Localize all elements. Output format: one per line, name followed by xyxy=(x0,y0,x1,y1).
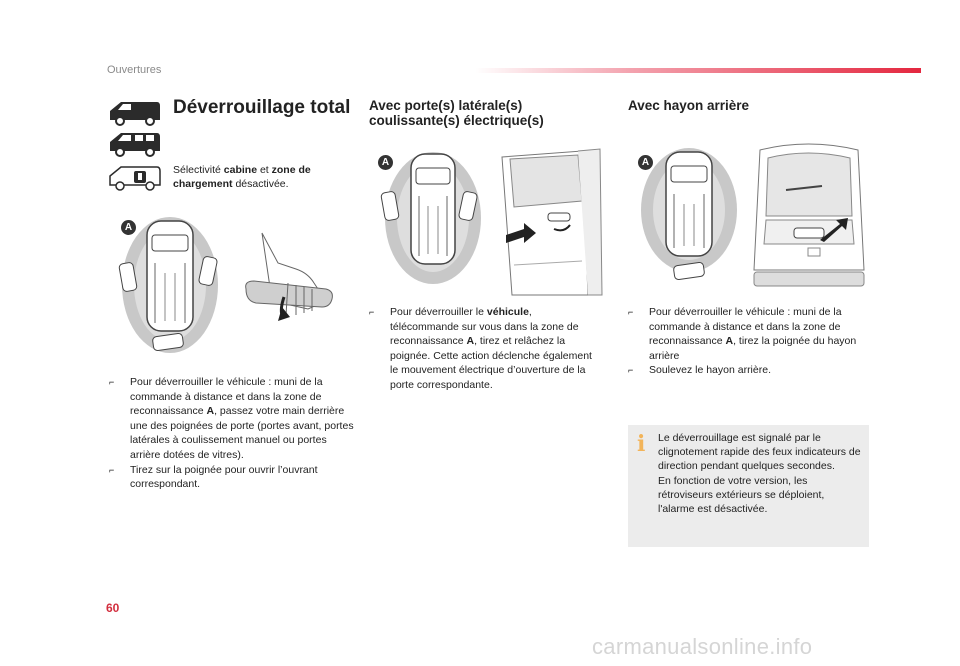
van-icon-load-zone xyxy=(107,164,162,191)
left-bullet-1-text: Pour déverrouiller le véhicule : muni de la commande à distance et dans la zone de reconnaissance xyxy=(130,376,323,418)
right-bullet-1-text: Pour déverrouiller le véhicule : muni de la commande à distance et dans la zone de reconnaissance xyxy=(649,306,842,348)
middle-bullet-1-mid: , télécommande sur vous dans la zone de reconnaissance xyxy=(390,306,579,348)
left-bullet-1-end: , passez votre main derrière une des poignées de porte (portes avant, portes latérales à coulissement manuel ou portes arrière dotées de vitres). xyxy=(130,405,354,461)
middle-bullet-1-end: , tirez et relâchez la poignée. Cette action déclenche également le mouvement électrique d’ouverture de la porte correspondante. xyxy=(390,335,592,391)
recognition-zone-diagram-left xyxy=(115,213,225,363)
info-text xyxy=(658,431,863,516)
watermark-text: carmanualsonline.info xyxy=(592,634,813,659)
tailgate-illustration xyxy=(750,140,868,290)
selectivity-prefix: Sélectivité xyxy=(173,164,224,176)
right-bullet-1 xyxy=(628,305,864,363)
selectivity-zone: zone de chargement xyxy=(173,164,311,190)
right-instructions xyxy=(628,305,864,378)
bullet-icon: ⌐ xyxy=(628,365,634,376)
selectivity-cabin: cabine xyxy=(223,164,258,176)
recognition-zone-diagram-right xyxy=(634,148,744,288)
van-icon-full xyxy=(107,130,162,157)
bullet-icon: ⌐ xyxy=(109,377,115,387)
left-bullet-1 xyxy=(109,375,354,463)
section-label: Ouvertures xyxy=(107,64,162,76)
selectivity-text xyxy=(173,163,343,191)
middle-bullet-1-start: Pour déverrouiller le xyxy=(390,306,487,318)
sliding-door-illustration xyxy=(492,145,605,300)
info-box xyxy=(628,425,869,547)
info-paragraph-2: En fonction de votre version, les rétroviseurs extérieurs se déploient, l'alarme est désactivée. xyxy=(658,474,825,516)
left-instructions xyxy=(109,375,354,492)
right-bullet-2-text: Soulevez le hayon arrière. xyxy=(649,364,771,377)
title-sliding-doors xyxy=(369,98,589,128)
header-accent-bar xyxy=(475,68,921,73)
left-bullet-1-bold: A xyxy=(206,405,215,418)
selectivity-and: et xyxy=(257,164,272,176)
recognition-zone-diagram-middle xyxy=(375,148,485,288)
middle-bullet-1 xyxy=(369,305,599,393)
page-number: 60 xyxy=(106,601,120,615)
right-bullet-2 xyxy=(628,363,864,378)
zone-a-label-left: A xyxy=(121,220,136,235)
middle-instructions xyxy=(369,305,599,393)
info-paragraph-1: Le déverrouillage est signalé par le clignotement rapide des feux indicateurs de direction pendant quelques secondes. xyxy=(658,432,861,473)
selectivity-suffix: désactivée. xyxy=(232,178,289,190)
hand-on-handle-illustration xyxy=(238,223,338,328)
left-bullet-2-text: Tirez sur la poignée pour ouvrir l’ouvrant correspondant. xyxy=(130,463,318,491)
zone-a-label-middle: A xyxy=(378,155,393,170)
left-bullet-2 xyxy=(109,463,354,492)
title-tailgate: Avec hayon arrière xyxy=(628,98,750,113)
title-sliding-doors-line1: Avec porte(s) latérale(s) xyxy=(369,98,523,113)
title-sliding-doors-line2: coulissante(s) électrique(s) xyxy=(369,113,544,128)
right-bullet-1-end: , tirez la poignée du hayon arrière xyxy=(649,335,857,362)
zone-a-label-right: A xyxy=(638,155,653,170)
bullet-icon: ⌐ xyxy=(109,464,115,475)
title-total-unlocking: Déverrouillage total xyxy=(173,97,351,118)
right-bullet-1-bold: A xyxy=(725,335,734,348)
bullet-icon: ⌐ xyxy=(628,307,634,317)
info-icon: i xyxy=(637,431,646,457)
middle-bullet-1-bold2: A xyxy=(466,335,475,348)
bullet-icon: ⌐ xyxy=(369,307,375,317)
middle-bullet-1-bold: véhicule xyxy=(486,306,529,318)
van-icon-cabin xyxy=(107,99,162,126)
